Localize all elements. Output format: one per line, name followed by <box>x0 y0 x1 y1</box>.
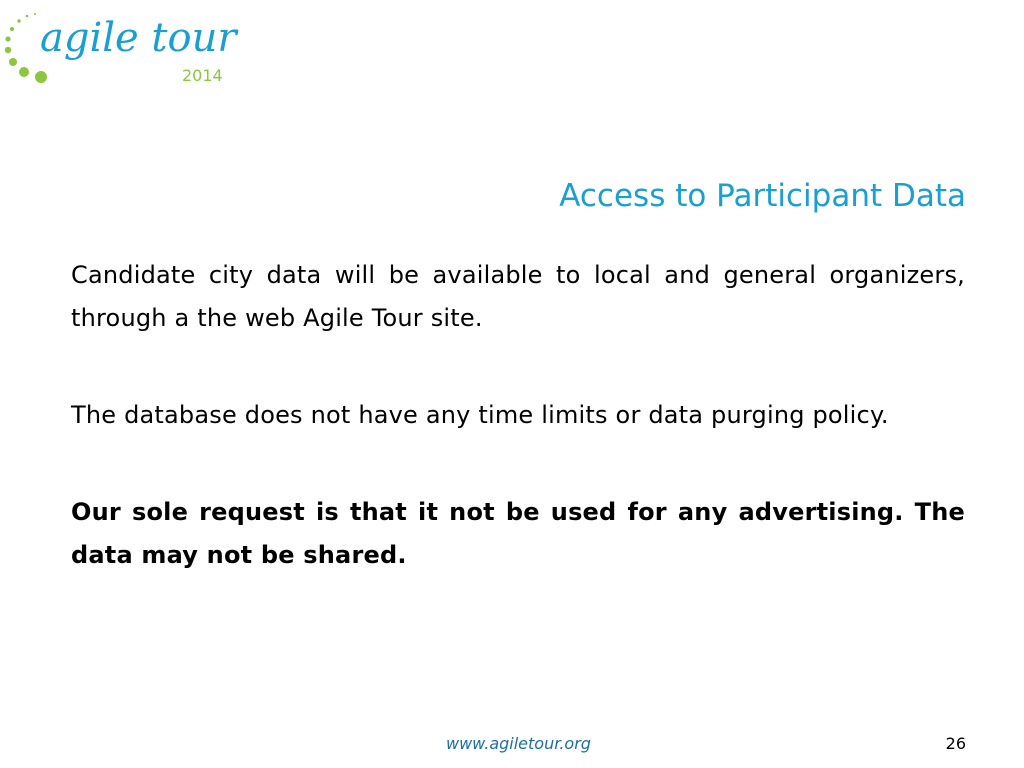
slide-title: Access to Participant Data <box>559 178 966 214</box>
page-number: 26 <box>945 734 966 753</box>
slide-body <box>71 254 965 631</box>
body-paragraph: Candidate city data will be available to local and general organizers, through a the web Agile Tour site. <box>71 261 965 332</box>
logo-year: 2014 <box>182 66 223 85</box>
footer-url: www.agiletour.org <box>446 734 591 753</box>
body-paragraph: The database does not have any time limits or data purging policy. <box>71 401 889 429</box>
logo-wordmark: agile tour <box>40 15 237 61</box>
agile-tour-logo <box>0 0 240 95</box>
body-paragraph-emphasis: Our sole request is that it not be used for any advertising. The data may not be shared. <box>71 498 965 569</box>
